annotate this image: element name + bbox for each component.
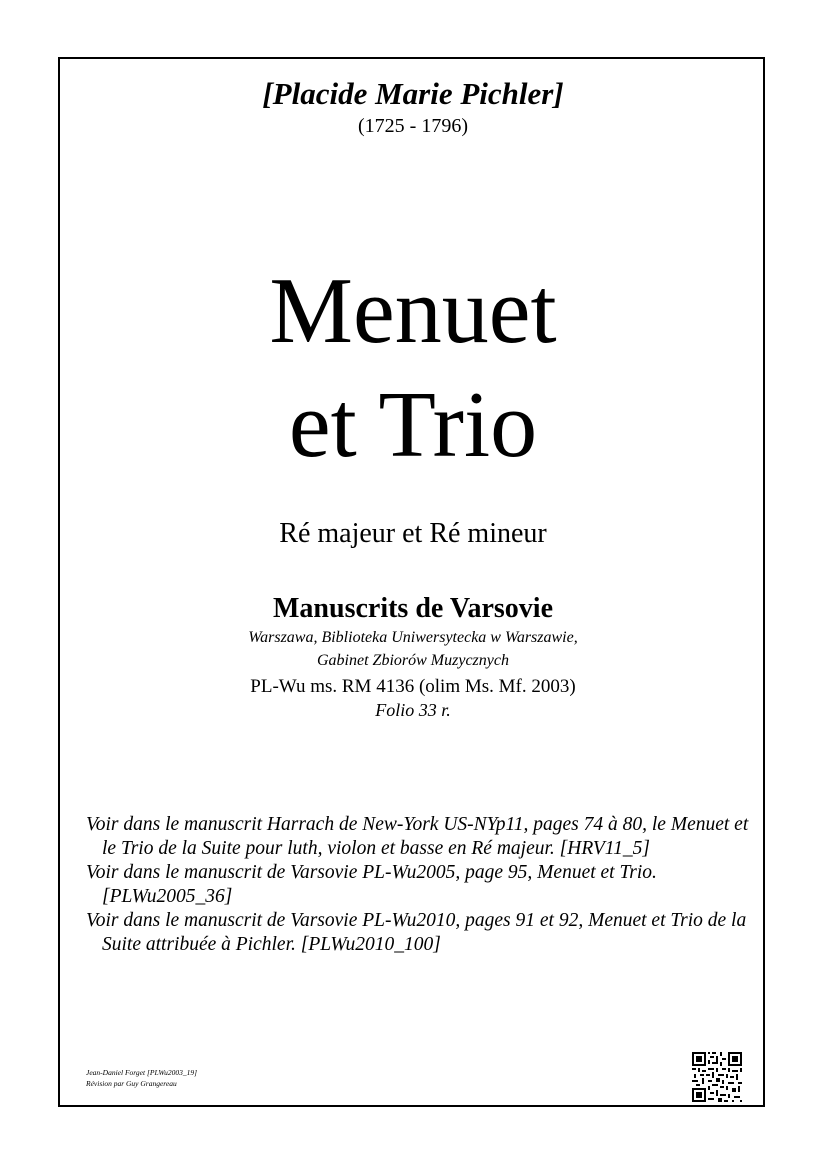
composer-name: [Placide Marie Pichler]: [262, 76, 564, 111]
note-item: Voir dans le manuscrit de Varsovie PL-Wu2005, page 95, Menuet et Trio. [PLWu2005_36]: [86, 862, 657, 907]
composer-dates: (1725 - 1796): [358, 115, 468, 137]
credits: [86, 1067, 197, 1089]
folio: Folio 33 r.: [375, 700, 451, 720]
library-line-1: Warszawa, Biblioteka Uniwersytecka w Warszawie,: [248, 629, 578, 646]
note-item: Voir dans le manuscrit de Varsovie PL-Wu2010, pages 91 et 92, Menuet et Trio de la Suite attribuée à Pichler. [PLWu2010_100]: [86, 910, 747, 955]
credit-author: Jean-Daniel Forget [PLWu2003_19]: [86, 1068, 198, 1077]
title-line-2: et Trio: [288, 373, 538, 477]
qr-code-icon: [692, 1052, 742, 1102]
title-line-1: Menuet: [269, 259, 557, 363]
note-item: Voir dans le manuscrit Harrach de New-York US-NYp11, pages 74 à 80, le Menuet et le Trio de la Suite pour luth, violon et basse en Ré majeur. [HRV11_5]: [86, 814, 749, 859]
collection-title: Manuscrits de Varsovie: [273, 593, 553, 624]
credit-revision: Révision par Guy Grangereau: [86, 1079, 177, 1088]
notes-section: [86, 813, 766, 957]
shelfmark: PL-Wu ms. RM 4136 (olim Ms. Mf. 2003): [250, 676, 576, 697]
library-line-2: Gabinet Zbiorów Muzycznych: [317, 652, 509, 669]
key-signature: Ré majeur et Ré mineur: [279, 518, 547, 549]
